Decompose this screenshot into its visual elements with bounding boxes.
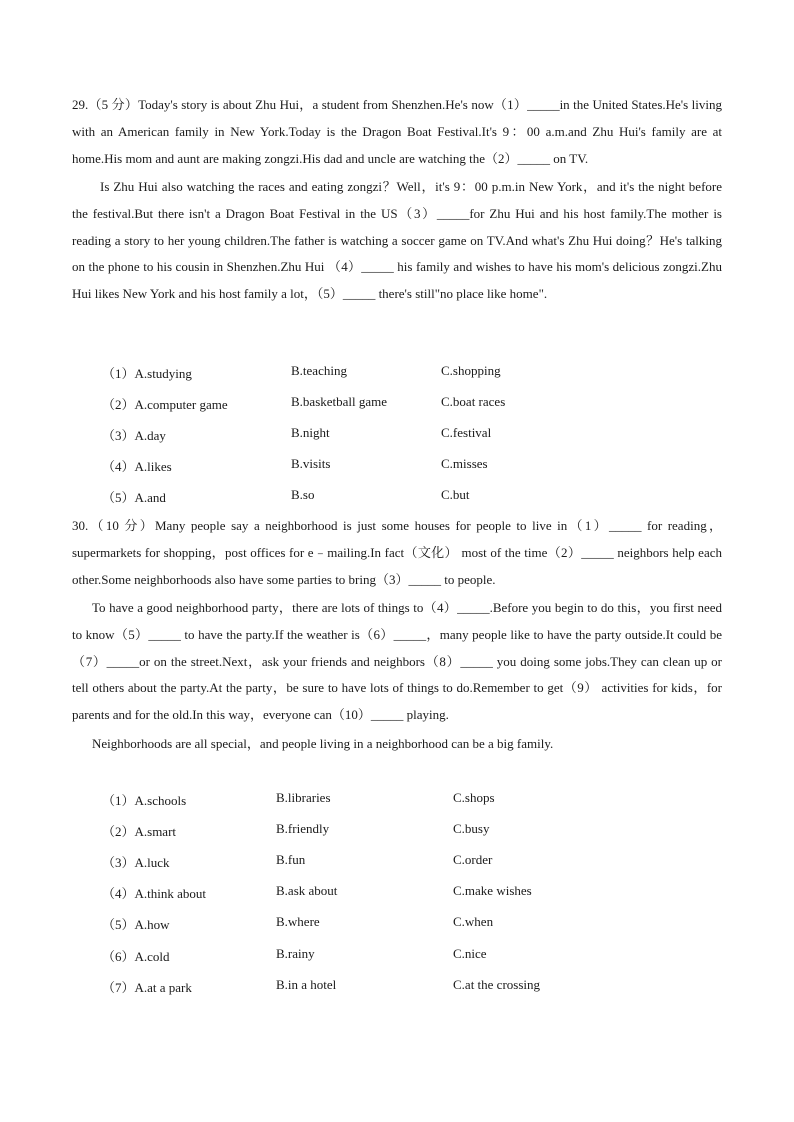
option-b: B.where	[276, 914, 320, 929]
option-b: B.teaching	[291, 363, 347, 378]
option-a: （3）A.day	[102, 428, 166, 443]
q29-option-row-2	[0, 394, 794, 414]
q29-option-row-4	[0, 456, 794, 476]
option-a: （3）A.luck	[102, 855, 170, 870]
option-c: C.shopping	[441, 363, 501, 378]
q30-option-row-3	[0, 852, 794, 872]
option-c: C.order	[453, 852, 493, 867]
q30-paragraph-2: To have a good neighborhood party，there are lots of things to（4）_____.Before you begin to do this，you first need to know（5）_____ to have the party.If the weather is（6）_____，many people like to have the party outside.It could be（7）_____or on the street.Next，ask your friends and neighbors（8）_____ you doing some jobs.They can clean up or tell others about the party.At the party，be sure to have lots of things to do.Remember to get（9） activities for kids，for parents and for the old.In this way，everyone can（10）_____ playing.	[72, 600, 722, 723]
q30-option-row-1	[0, 790, 794, 810]
q30-option-row-4	[0, 883, 794, 903]
option-a: （1）A.schools	[102, 793, 187, 808]
q30-paragraph-1: 30.（10 分）Many people say a neighborhood is just some houses for people to live in（1）_____ for reading，supermarkets for shopping，post offices for e﹣mailing.In fact（文化） most of the time（2）_____ neighbors help each other.Some neighborhoods also have some parties to bring（3）_____ to people.	[72, 518, 722, 587]
option-a: （4）A.think about	[102, 886, 206, 901]
option-c: C.nice	[453, 946, 487, 961]
q30-option-row-2	[0, 821, 794, 841]
option-b: B.ask about	[276, 883, 338, 898]
option-b: B.basketball game	[291, 394, 388, 409]
option-c: C.boat races	[441, 394, 506, 409]
q29-paragraph-2: Is Zhu Hui also watching the races and eating zongzi？Well，it's 9：00 p.m.in New York，and it's the night before the festival.But there isn't a Dragon Boat Festival in the US（3）_____for Zhu Hui and his host family.The mother is reading a story to her young children.The father is watching a soccer game on TV.And what's Zhu Hui doing？He's talking on the phone to his cousin in Shenzhen.Zhu Hui （4）_____ his family and wishes to have his mom's delicious zongzi.Zhu Hui likes New York and his host family a lot，（5）_____ there's still"no place like home".	[72, 179, 723, 302]
option-c: C.misses	[441, 456, 488, 471]
option-a: （7）A.at a park	[102, 980, 192, 995]
option-c: C.when	[453, 914, 494, 929]
q29-paragraph-1: 29.（5 分）Today's story is about Zhu Hui，a student from Shenzhen.He's now（1）_____in the United States.He's living with an American family in New York.Today is the Dragon Boat Festival.It's 9：00 a.m.and Zhu Hui's family are at home.His mom and aunt are making zongzi.His dad and uncle are watching the（2）_____ on TV.	[72, 97, 722, 166]
option-a: （6）A.cold	[102, 949, 170, 964]
option-b: B.so	[291, 487, 315, 502]
option-a: （2）A.smart	[102, 824, 177, 839]
option-b: B.fun	[276, 852, 306, 867]
q30-option-row-5	[0, 914, 794, 934]
option-c: C.at the crossing	[453, 977, 541, 992]
q29-option-row-5	[0, 487, 794, 507]
option-b: B.friendly	[276, 821, 330, 836]
option-b: B.night	[291, 425, 330, 440]
option-a: （5）A.how	[102, 917, 170, 932]
option-a: （5）A.and	[102, 490, 166, 505]
q30-option-row-7	[0, 977, 794, 997]
option-a: （1）A.studying	[102, 366, 192, 381]
option-a: （2）A.computer game	[102, 397, 228, 412]
option-c: C.but	[441, 487, 470, 502]
option-c: C.festival	[441, 425, 492, 440]
q29-option-row-1	[0, 363, 794, 383]
option-b: B.visits	[291, 456, 331, 471]
q30-paragraph-3: Neighborhoods are all special，and people living in a neighborhood can be a big family.	[92, 736, 554, 751]
option-a: （4）A.likes	[102, 459, 172, 474]
option-c: C.make wishes	[453, 883, 532, 898]
option-b: B.libraries	[276, 790, 331, 805]
option-b: B.in a hotel	[276, 977, 337, 992]
q30-option-row-6	[0, 946, 794, 966]
q29-option-row-3	[0, 425, 794, 445]
option-b: B.rainy	[276, 946, 315, 961]
option-c: C.busy	[453, 821, 490, 836]
option-c: C.shops	[453, 790, 495, 805]
